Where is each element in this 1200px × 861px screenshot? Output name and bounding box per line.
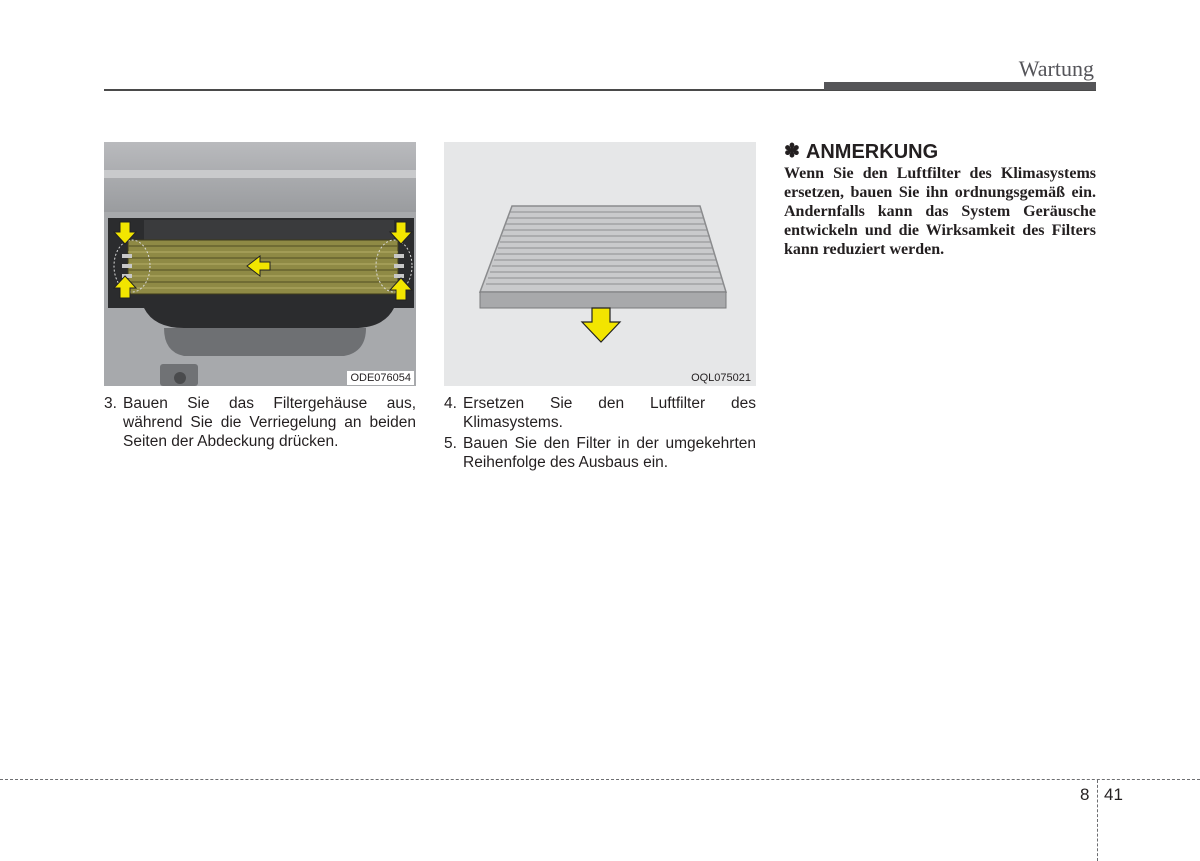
- figure-air-filter: [444, 142, 756, 386]
- steps-list-right: [444, 394, 756, 474]
- step-number: 3.: [104, 395, 117, 412]
- asterisk-icon: ✽: [784, 141, 800, 162]
- filter-housing-illustration: [104, 142, 416, 386]
- note-box: [784, 140, 1096, 259]
- note-heading: [784, 140, 1096, 164]
- step-item: [104, 394, 416, 451]
- footer-dashed-divider: [1097, 780, 1098, 861]
- steps-list-left: [104, 394, 416, 453]
- chapter-number: 8: [1080, 785, 1090, 804]
- step-text: Ersetzen Sie den Luftfilter des Klimasystems.: [463, 395, 756, 431]
- page-number: 41: [1104, 785, 1123, 804]
- figure-filter-housing: [104, 142, 416, 386]
- step-number: 5.: [444, 435, 457, 452]
- step-item: [444, 434, 756, 472]
- section-title: Wartung: [1018, 56, 1094, 81]
- step-item: [444, 394, 756, 432]
- note-body: Wenn Sie den Luftfilter des Klimasystems ersetzen, bauen Sie ihn ordnungsgemäß ein. Andernfalls kann das System Geräusche entwickeln und die Wirksamkeit des Filters kann reduziert werden.: [784, 165, 1096, 258]
- air-filter-illustration: [444, 142, 756, 386]
- step-text: Bauen Sie das Filtergehäuse aus, während Sie die Verriegelung an beiden Seiten der Abdeckung drücken.: [123, 395, 416, 450]
- header-rule-thick: [824, 82, 1096, 90]
- note-heading-text: ANMERKUNG: [805, 141, 939, 163]
- step-number: 4.: [444, 395, 457, 412]
- figure-code: ODE076054: [347, 371, 414, 385]
- step-text: Bauen Sie den Filter in der umgekehrten Reihenfolge des Ausbaus ein.: [463, 435, 756, 471]
- figure-code: OQL075021: [691, 372, 751, 384]
- footer-dashed-line: [0, 779, 1200, 780]
